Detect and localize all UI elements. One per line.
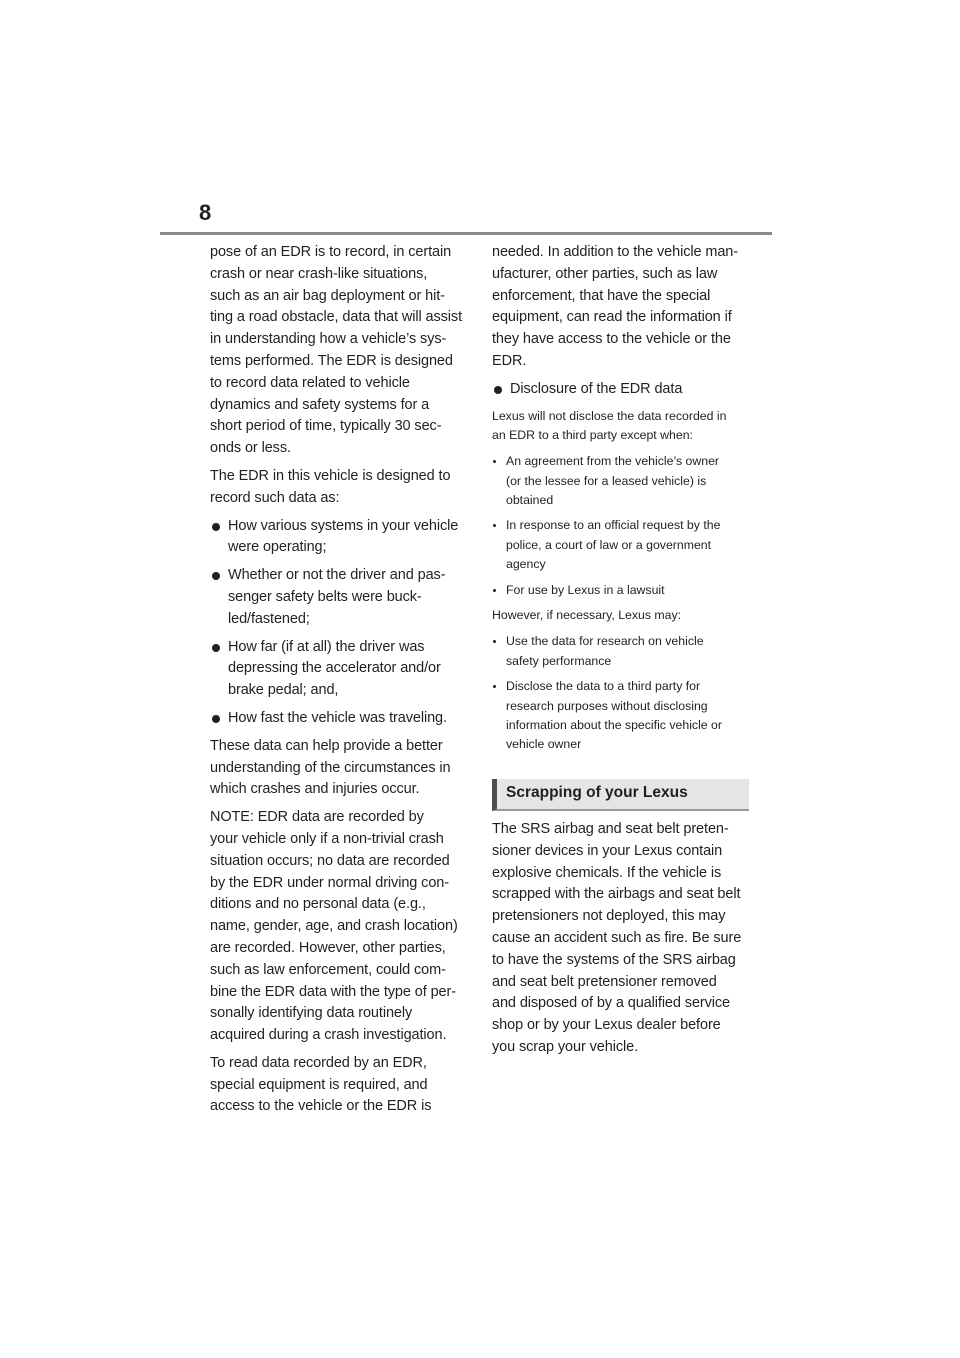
right-column bbox=[492, 242, 752, 761]
small-dot-icon bbox=[493, 589, 496, 592]
text-line: ditions and no personal data (e.g., bbox=[210, 896, 426, 913]
text-line: research purposes without disclosing bbox=[506, 698, 708, 713]
paragraph bbox=[492, 242, 752, 373]
text-line: bine the EDR data with the type of per- bbox=[210, 983, 456, 1000]
text-line: In response to an official request by the bbox=[506, 518, 721, 533]
text-line: explosive chemicals. If the vehicle is bbox=[492, 864, 722, 881]
text-line: sioner devices in your Lexus contain bbox=[492, 842, 723, 859]
text-line: led/fastened; bbox=[228, 610, 310, 627]
section-heading-box bbox=[492, 779, 749, 811]
text-line: EDR. bbox=[492, 352, 527, 369]
text-line: special equipment is required, and bbox=[210, 1076, 428, 1093]
small-dot-icon bbox=[493, 640, 496, 643]
paragraph bbox=[210, 736, 468, 801]
text-line: by the EDR under normal driving con- bbox=[210, 874, 449, 891]
text-line: However, if necessary, Lexus may: bbox=[492, 608, 682, 623]
text-line: pose of an EDR is to record, in certain bbox=[210, 244, 452, 260]
paragraph bbox=[492, 819, 752, 1059]
text-line: An agreement from the vehicle’s owner bbox=[506, 454, 720, 469]
paragraph bbox=[210, 242, 468, 460]
bullet-item bbox=[210, 637, 468, 702]
text-line: cause an accident such as fire. Be sure bbox=[492, 929, 742, 946]
text-line: These data can help provide a better bbox=[210, 737, 443, 754]
text-line: in understanding how a vehicle’s sys- bbox=[210, 331, 447, 348]
text-line: (or the lessee for a leased vehicle) is bbox=[506, 473, 707, 488]
section-title: Scrapping of your Lexus bbox=[506, 784, 688, 801]
small-dot-icon bbox=[493, 685, 496, 688]
text-line: vehicle owner bbox=[506, 737, 582, 752]
text-line: such as an air bag deployment or hit- bbox=[210, 287, 445, 304]
text-line: acquired during a crash investigation. bbox=[210, 1027, 447, 1044]
text-line: record such data as: bbox=[210, 489, 340, 506]
bullet-heading bbox=[492, 379, 752, 401]
text-line: The SRS airbag and seat belt preten- bbox=[492, 821, 729, 837]
text-line: such as law enforcement, could com- bbox=[210, 961, 446, 978]
text-line: How fast the vehicle was traveling. bbox=[228, 709, 447, 726]
text-line: equipment, can read the information if bbox=[492, 309, 732, 326]
text-line: Disclose the data to a third party for bbox=[506, 679, 701, 694]
text-line: onds or less. bbox=[210, 440, 291, 457]
text-line: needed. In addition to the vehicle man- bbox=[492, 244, 738, 260]
text-line: which crashes and injuries occur. bbox=[210, 781, 420, 798]
text-line: tems performed. The EDR is designed bbox=[210, 352, 453, 369]
bullet-item bbox=[210, 708, 468, 730]
text-line: police, a court of law or a government bbox=[506, 537, 712, 552]
list-item bbox=[492, 632, 752, 671]
text-line: For use by Lexus in a lawsuit bbox=[506, 582, 665, 597]
text-line: to have the systems of the SRS airbag bbox=[492, 951, 736, 968]
text-line: shop or by your Lexus dealer before bbox=[492, 1017, 721, 1034]
text-line: enforcement, that have the special bbox=[492, 287, 711, 304]
right-bottom-column bbox=[492, 819, 752, 1065]
text-line: Disclosure of the EDR data bbox=[510, 380, 683, 397]
text-line: To read data recorded by an EDR, bbox=[210, 1054, 427, 1071]
text-line: agency bbox=[506, 557, 546, 572]
text-line: to record data related to vehicle bbox=[210, 374, 410, 391]
text-line: situation occurs; no data are recorded bbox=[210, 852, 450, 869]
left-column bbox=[210, 242, 468, 1124]
small-dot-icon bbox=[493, 524, 496, 527]
small-paragraph bbox=[492, 407, 752, 446]
text-line: brake pedal; and, bbox=[228, 682, 339, 699]
header-rule bbox=[160, 232, 772, 235]
text-line: senger safety belts were buck- bbox=[228, 588, 422, 605]
paragraph bbox=[210, 466, 468, 510]
text-line: and disposed of by a qualified service bbox=[492, 995, 731, 1012]
text-line: scrapped with the airbags and seat belt bbox=[492, 886, 741, 903]
list-item bbox=[492, 452, 752, 510]
text-line: name, gender, age, and crash location) bbox=[210, 918, 458, 935]
page-number: 8 bbox=[199, 200, 212, 225]
text-line: ting a road obstacle, data that will assist bbox=[210, 309, 463, 326]
text-line: NOTE: EDR data are recorded by bbox=[210, 809, 424, 826]
text-line: Use the data for research on vehicle bbox=[506, 634, 704, 649]
paragraph bbox=[210, 807, 468, 1047]
list-item bbox=[492, 677, 752, 755]
text-line: crash or near crash-like situations, bbox=[210, 265, 428, 282]
bullet-dot-icon bbox=[212, 715, 220, 723]
text-line: understanding of the circumstances in bbox=[210, 759, 451, 776]
text-line: access to the vehicle or the EDR is bbox=[210, 1098, 432, 1115]
text-line: safety performance bbox=[506, 653, 612, 668]
paragraph bbox=[210, 1053, 468, 1118]
list-item bbox=[492, 516, 752, 574]
text-line: Lexus will not disclose the data recorded in bbox=[492, 408, 727, 423]
text-line: your vehicle only if a non-trivial crash bbox=[210, 830, 444, 847]
text-line: The EDR in this vehicle is designed to bbox=[210, 467, 451, 484]
text-line: ufacturer, other parties, such as law bbox=[492, 265, 718, 282]
text-line: obtained bbox=[506, 492, 554, 507]
text-line: sonally identifying data routinely bbox=[210, 1005, 413, 1022]
text-line: are recorded. However, other parties, bbox=[210, 939, 446, 956]
text-line: dynamics and safety systems for a bbox=[210, 396, 430, 413]
text-line: Whether or not the driver and pas- bbox=[228, 567, 446, 584]
text-line: pretensioners not deployed, this may bbox=[492, 908, 726, 925]
small-paragraph bbox=[492, 606, 752, 625]
list-item bbox=[492, 581, 752, 600]
text-line: How various systems in your vehicle bbox=[228, 517, 459, 534]
bullet-dot-icon bbox=[212, 572, 220, 580]
text-line: depressing the accelerator and/or bbox=[228, 660, 441, 677]
text-line: short period of time, typically 30 sec- bbox=[210, 418, 442, 435]
text-line: were operating; bbox=[228, 539, 327, 556]
bullet-dot-icon bbox=[212, 523, 220, 531]
bullet-item bbox=[210, 516, 468, 560]
text-line: an EDR to a third party except when: bbox=[492, 427, 693, 442]
bullet-dot-icon bbox=[494, 386, 502, 394]
text-line: you scrap your vehicle. bbox=[492, 1038, 638, 1055]
text-line: How far (if at all) the driver was bbox=[228, 638, 425, 655]
bullet-item bbox=[210, 565, 468, 630]
bullet-dot-icon bbox=[212, 644, 220, 652]
text-line: and seat belt pretensioner removed bbox=[492, 973, 717, 990]
small-dot-icon bbox=[493, 460, 496, 463]
text-line: information about the specific vehicle or bbox=[506, 717, 722, 732]
text-line: they have access to the vehicle or the bbox=[492, 331, 731, 348]
